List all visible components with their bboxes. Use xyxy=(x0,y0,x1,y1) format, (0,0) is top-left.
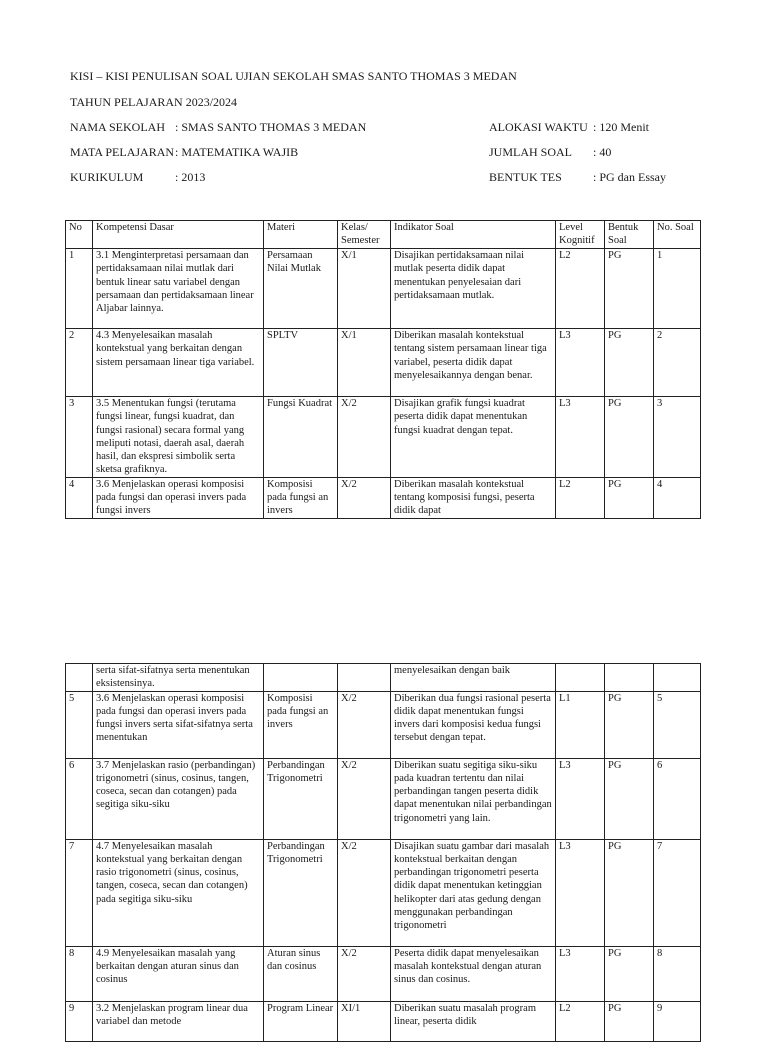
cell-kompetensi-dasar: 4.9 Menyelesaikan masalah yang berkaitan dengan aturan sinus dan cosinus xyxy=(93,946,264,1001)
cell-indikator: Peserta didik dapat menyelesaikan masalah kontekstual dengan aturan sinus dan cosinus. xyxy=(391,946,556,1001)
cell-indikator: Disajikan pertidaksamaan nilai mutlak peserta didik dapat menentukan penyelesaian dari pertidaksamaan mutlak. xyxy=(391,249,556,329)
table-header-row xyxy=(66,221,701,249)
cell-no-soal xyxy=(654,664,701,692)
cell-bentuk xyxy=(605,664,654,692)
table-row xyxy=(66,329,701,397)
school-value: : SMAS SANTO THOMAS 3 MEDAN xyxy=(175,120,367,134)
cell-kompetensi-dasar: 4.7 Menyelesaikan masalah kontekstual yang berkaitan dengan rasio trigonometri (sinus, cosinus, tangen, coseca, secan dan cotangen) pada segitiga siku-siku xyxy=(93,839,264,946)
cell-kelas: X/2 xyxy=(338,758,391,839)
cell-level: L2 xyxy=(556,477,605,518)
cell-no: 1 xyxy=(66,249,93,329)
cell-kelas: X/2 xyxy=(338,946,391,1001)
cell-no xyxy=(66,664,93,692)
cell-kompetensi-dasar: 3.7 Menjelaskan rasio (perbandingan) trigonometri (sinus, cosinus, tangen, coseca, secan dan cotangen) pada segitiga siku-siku xyxy=(93,758,264,839)
header-materi: Materi xyxy=(264,221,338,249)
cell-materi: Komposisi pada fungsi an invers xyxy=(264,691,338,758)
cell-level: L3 xyxy=(556,946,605,1001)
curriculum-label: KURIKULUM xyxy=(70,170,144,184)
school-label: NAMA SEKOLAH xyxy=(70,120,166,134)
table-row xyxy=(66,691,701,758)
cell-bentuk: PG xyxy=(605,1001,654,1041)
cell-kompetensi-dasar: 3.6 Menjelaskan operasi komposisi pada fungsi dan operasi invers pada fungsi invers xyxy=(93,477,264,518)
cell-bentuk: PG xyxy=(605,329,654,397)
cell-materi: Persamaan Nilai Mutlak xyxy=(264,249,338,329)
subject-value: : MATEMATIKA WAJIB xyxy=(175,145,299,159)
cell-no: 3 xyxy=(66,397,93,478)
time-value: : 120 Menit xyxy=(593,120,649,134)
cell-kelas: X/2 xyxy=(338,477,391,518)
cell-no: 2 xyxy=(66,329,93,397)
cell-bentuk: PG xyxy=(605,691,654,758)
cell-indikator: Diberikan suatu masalah program linear, peserta didik xyxy=(391,1001,556,1041)
cell-indikator: Diberikan masalah kontekstual tentang komposisi fungsi, peserta didik dapat xyxy=(391,477,556,518)
cell-no: 5 xyxy=(66,691,93,758)
cell-no: 8 xyxy=(66,946,93,1001)
form-value: : PG dan Essay xyxy=(593,170,666,184)
table-row xyxy=(66,1001,701,1041)
cell-bentuk: PG xyxy=(605,397,654,478)
kisi-table-page-2 xyxy=(65,663,701,1042)
count-label: JUMLAH SOAL xyxy=(489,145,573,159)
cell-no-soal: 7 xyxy=(654,839,701,946)
header-kelas-semester: Kelas/ Semester xyxy=(338,221,391,249)
cell-materi: Perbandingan Trigonometri xyxy=(264,839,338,946)
table-row xyxy=(66,758,701,839)
document-title: KISI – KISI PENULISAN SOAL UJIAN SEKOLAH SMAS SANTO THOMAS 3 MEDAN xyxy=(70,69,517,83)
cell-no-soal: 5 xyxy=(654,691,701,758)
cell-level: L3 xyxy=(556,839,605,946)
header-no: No xyxy=(66,221,93,249)
cell-no: 4 xyxy=(66,477,93,518)
kisi-table-page-1 xyxy=(65,220,701,519)
cell-kelas: X/2 xyxy=(338,691,391,758)
cell-kompetensi-dasar: 4.3 Menyelesaikan masalah kontekstual yang berkaitan dengan sistem persamaan linear tiga variabel. xyxy=(93,329,264,397)
header-bentuk-soal: Bentuk Soal xyxy=(605,221,654,249)
cell-no: 7 xyxy=(66,839,93,946)
cell-level xyxy=(556,664,605,692)
cell-no: 9 xyxy=(66,1001,93,1041)
header-level-kognitif: Level Kognitif xyxy=(556,221,605,249)
cell-no-soal: 2 xyxy=(654,329,701,397)
table-row xyxy=(66,839,701,946)
cell-indikator: Diberikan dua fungsi rasional peserta didik dapat menentukan fungsi invers dari komposisi kedua fungsi tersebut dengan tepat. xyxy=(391,691,556,758)
cell-kelas: X/1 xyxy=(338,329,391,397)
cell-materi: Perbandingan Trigonometri xyxy=(264,758,338,839)
cell-bentuk: PG xyxy=(605,758,654,839)
cell-indikator: Disajikan suatu gambar dari masalah kontekstual berkaitan dengan perbandingan trigonometri peserta didik dapat menentukan ketinggian helikopter dari atas gedung dengan menggunakan perbandingan trigonometri xyxy=(391,839,556,946)
cell-indikator: menyelesaikan dengan baik xyxy=(391,664,556,692)
cell-no: 6 xyxy=(66,758,93,839)
count-value: : 40 xyxy=(593,145,612,159)
cell-kelas: X/1 xyxy=(338,249,391,329)
cell-kelas: XI/1 xyxy=(338,1001,391,1041)
header-indikator-soal: Indikator Soal xyxy=(391,221,556,249)
cell-level: L3 xyxy=(556,397,605,478)
time-label: ALOKASI WAKTU xyxy=(489,120,588,134)
table-row xyxy=(66,397,701,478)
cell-materi xyxy=(264,664,338,692)
table-row xyxy=(66,477,701,518)
cell-level: L2 xyxy=(556,249,605,329)
subject-label: MATA PELAJARAN xyxy=(70,145,175,159)
cell-no-soal: 9 xyxy=(654,1001,701,1041)
cell-no-soal: 6 xyxy=(654,758,701,839)
cell-bentuk: PG xyxy=(605,249,654,329)
cell-materi: SPLTV xyxy=(264,329,338,397)
cell-level: L3 xyxy=(556,329,605,397)
cell-bentuk: PG xyxy=(605,839,654,946)
cell-kelas xyxy=(338,664,391,692)
cell-materi: Fungsi Kuadrat xyxy=(264,397,338,478)
cell-indikator: Diberikan suatu segitiga siku-siku pada kuadran tertentu dan nilai perbandingan tangen peserta didik dapat menentukan nilai perbandingan trigonometri yang lain. xyxy=(391,758,556,839)
cell-kompetensi-dasar: serta sifat-sifatnya serta menentukan eksistensinya. xyxy=(93,664,264,692)
table-row xyxy=(66,249,701,329)
cell-kelas: X/2 xyxy=(338,839,391,946)
cell-level: L2 xyxy=(556,1001,605,1041)
cell-kompetensi-dasar: 3.1 Menginterpretasi persamaan dan pertidaksamaan nilai mutlak dari bentuk linear satu variabel dengan persamaan dan pertidaksamaan linear Aljabar lainnya. xyxy=(93,249,264,329)
cell-indikator: Diberikan masalah kontekstual tentang sistem persamaan linear tiga variabel, peserta didik dapat menyelesaikannya dengan benar. xyxy=(391,329,556,397)
cell-kompetensi-dasar: 3.6 Menjelaskan operasi komposisi pada fungsi dan operasi invers pada fungsi invers serta sifat-sifatnya serta menentukan xyxy=(93,691,264,758)
form-label: BENTUK TES xyxy=(489,170,562,184)
cell-bentuk: PG xyxy=(605,946,654,1001)
cell-kelas: X/2 xyxy=(338,397,391,478)
cell-level: L3 xyxy=(556,758,605,839)
cell-no-soal: 8 xyxy=(654,946,701,1001)
academic-year: TAHUN PELAJARAN 2023/2024 xyxy=(70,95,238,109)
cell-indikator: Disajikan grafik fungsi kuadrat peserta didik dapat menentukan fungsi kuadrat dengan tepat. xyxy=(391,397,556,478)
curriculum-value: : 2013 xyxy=(175,170,206,184)
header-no-soal: No. Soal xyxy=(654,221,701,249)
table-row xyxy=(66,664,701,692)
cell-kompetensi-dasar: 3.5 Menentukan fungsi (terutama fungsi linear, fungsi kuadrat, dan fungsi rasional) secara formal yang meliputi notasi, daerah asal, daerah hasil, dan ekspresi simbolik serta sketsa grafiknya. xyxy=(93,397,264,478)
cell-no-soal: 3 xyxy=(654,397,701,478)
cell-kompetensi-dasar: 3.2 Menjelaskan program linear dua variabel dan metode xyxy=(93,1001,264,1041)
cell-no-soal: 1 xyxy=(654,249,701,329)
cell-no-soal: 4 xyxy=(654,477,701,518)
cell-materi: Aturan sinus dan cosinus xyxy=(264,946,338,1001)
cell-materi: Program Linear xyxy=(264,1001,338,1041)
cell-level: L1 xyxy=(556,691,605,758)
cell-materi: Komposisi pada fungsi an invers xyxy=(264,477,338,518)
header-kompetensi-dasar: Kompetensi Dasar xyxy=(93,221,264,249)
cell-bentuk: PG xyxy=(605,477,654,518)
table-row xyxy=(66,946,701,1001)
